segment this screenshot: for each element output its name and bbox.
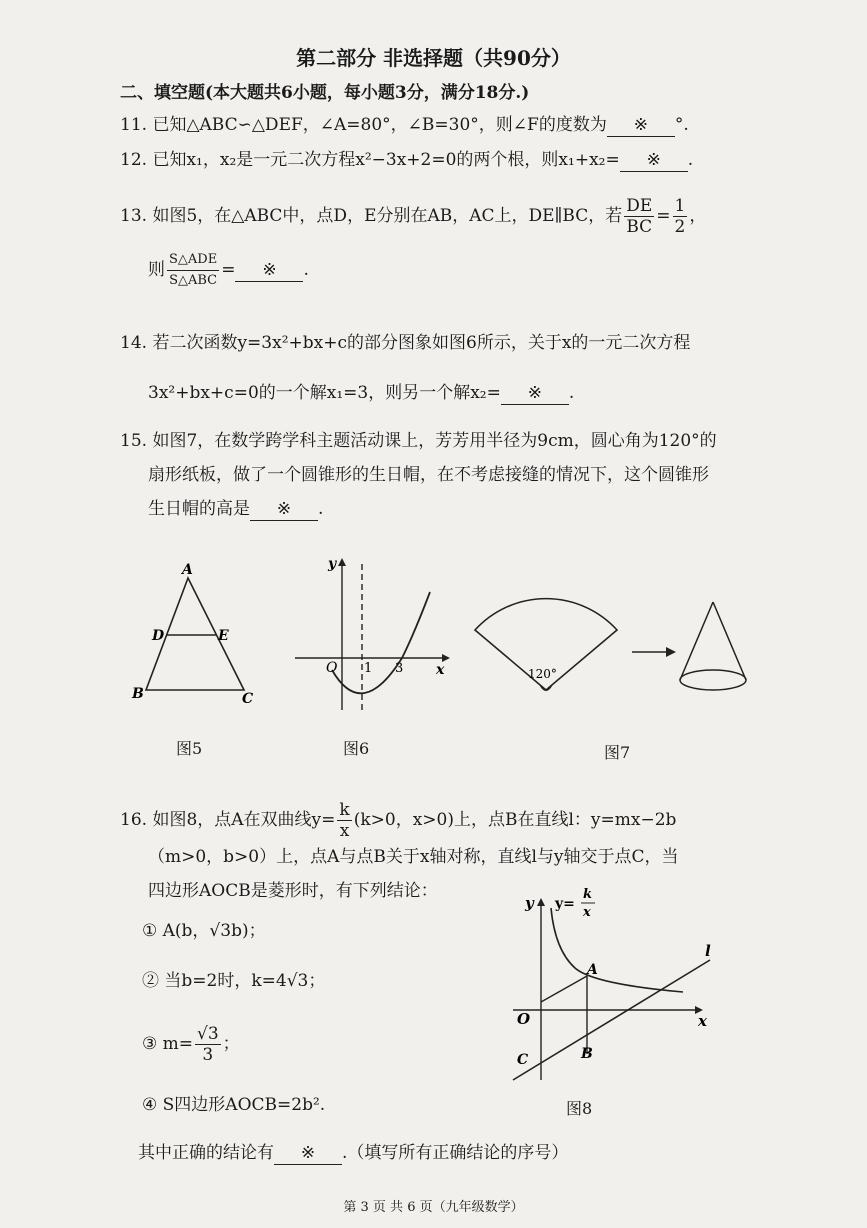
label-origin: O xyxy=(517,1010,531,1028)
answer-blank[interactable]: ※ xyxy=(607,114,675,137)
label-a: A xyxy=(182,562,193,578)
conclusion-2: ② 当b=2时，k=4√3； xyxy=(142,971,326,991)
question-tail: ； xyxy=(222,1034,240,1054)
question-15-line3 xyxy=(148,498,323,521)
label-x: x xyxy=(436,662,445,678)
answer-blank[interactable]: ※ xyxy=(501,382,569,405)
fraction-denominator: 3 xyxy=(202,1045,214,1065)
figure-5-caption: 图5 xyxy=(176,739,203,758)
figure-7-caption: 图7 xyxy=(604,743,631,762)
figure-8-rhombus xyxy=(505,880,730,1090)
question-11 xyxy=(120,114,689,137)
question-tail: . xyxy=(568,383,575,403)
question-number: 15. xyxy=(120,431,148,451)
fraction-numerator: DE xyxy=(626,196,653,216)
page-title: 第二部分 非选择题（共90分） xyxy=(296,46,571,70)
curve-k-label: k xyxy=(583,887,593,902)
question-tail: °. xyxy=(674,115,689,135)
figure-8-caption: 图8 xyxy=(566,1099,593,1118)
y-axis-arrow xyxy=(537,898,545,906)
equals-sign: = xyxy=(656,206,671,226)
question-text: 已知△ABC∽△DEF，∠A=80°，∠B=30°，则∠F的度数为 xyxy=(152,115,607,135)
fraction-denominator: BC xyxy=(626,217,653,237)
figure-7-sector-cone xyxy=(470,580,760,710)
y-axis-arrow xyxy=(338,558,346,566)
label-y: y xyxy=(328,556,337,572)
line-l xyxy=(513,960,710,1080)
question-tail: . xyxy=(687,150,694,170)
question-16 xyxy=(120,800,676,841)
question-tail: ， xyxy=(689,206,707,226)
question-14 xyxy=(120,332,690,354)
question-text: 生日帽的高是 xyxy=(148,499,250,519)
label-c: C xyxy=(242,691,254,707)
label-y: y xyxy=(525,894,534,912)
label-origin: O xyxy=(326,660,338,676)
answer-blank[interactable]: ※ xyxy=(250,498,318,521)
answer-blank[interactable]: ※ xyxy=(620,149,688,172)
page-footer: 第 3 页 共 6 页（九年级数学） xyxy=(343,1200,524,1215)
cone-left-edge xyxy=(680,602,713,680)
hyperbola-curve xyxy=(551,908,683,992)
question-number: 12. xyxy=(120,150,148,170)
question-text: 其中正确的结论有 xyxy=(138,1143,274,1163)
angle-label: 120° xyxy=(528,667,557,681)
curve-label: y= xyxy=(555,896,575,912)
question-text: (k>0，x>0)上，点B在直线l：y=mx−2b xyxy=(353,810,677,830)
label-x: x xyxy=(698,1012,707,1030)
fraction-numerator: 1 xyxy=(674,196,686,216)
question-text: 如图7，在数学跨学科主题活动课上，芳芳用半径为9cm，圆心角为120°的 xyxy=(152,431,717,451)
question-text: 3x²+bx+c=0的一个解x₁=3，则另一个解x₂= xyxy=(148,383,501,403)
conclusion-1: ① A(b，√3b)； xyxy=(142,921,266,941)
fraction-denominator: x xyxy=(339,821,350,841)
x-axis-arrow xyxy=(442,654,450,662)
fraction-numerator: √3 xyxy=(197,1024,219,1044)
figure-6-caption: 图6 xyxy=(343,739,370,758)
question-16-line3: 四边形AOCB是菱形时，有下列结论： xyxy=(148,881,438,901)
label-a: A xyxy=(587,962,598,978)
label-b: B xyxy=(132,686,144,702)
parabola-curve xyxy=(332,592,430,693)
question-number: 14. xyxy=(120,333,148,353)
question-12 xyxy=(120,149,693,172)
question-15 xyxy=(120,430,717,452)
question-text: 如图8，点A在双曲线y= xyxy=(152,810,336,830)
fraction-sqrt3-over-3 xyxy=(195,1024,221,1065)
cone-right-edge xyxy=(713,602,746,680)
equals-sign: = xyxy=(221,260,236,280)
label-c: C xyxy=(517,1052,529,1068)
question-16-final xyxy=(138,1142,568,1165)
question-number: 16. xyxy=(120,810,148,830)
curve-x-label: x xyxy=(583,905,591,920)
fraction-denominator: 2 xyxy=(674,217,686,237)
segment-oa xyxy=(541,976,587,1002)
question-text: 若二次函数y=3x²+bx+c的部分图象如图6所示，关于x的一元二次方程 xyxy=(152,333,691,353)
question-text: 如图5，在△ABC中，点D，E分别在AB，AC上，DE∥BC，若 xyxy=(152,206,623,226)
fraction-numerator: S△ADE xyxy=(167,250,219,271)
question-13-line2 xyxy=(148,250,309,291)
question-number: 11. xyxy=(120,115,148,135)
answer-blank[interactable]: ※ xyxy=(235,259,303,282)
fraction-denominator: S△ABC xyxy=(169,273,218,288)
section-heading: 二、填空题(本大题共6小题，每小题3分，满分18分.) xyxy=(120,83,530,103)
figure-6-parabola xyxy=(290,552,450,717)
tick-label-3: 3 xyxy=(395,661,404,676)
question-tail: . xyxy=(318,499,324,519)
question-13 xyxy=(120,196,706,237)
fraction-k-over-x xyxy=(337,800,351,841)
fraction-de-bc xyxy=(624,196,654,237)
fraction-one-half xyxy=(673,196,688,237)
question-text: 则 xyxy=(148,260,165,280)
label-b: B xyxy=(581,1046,593,1062)
label-l: l xyxy=(705,942,711,960)
label-e: E xyxy=(218,628,229,644)
conclusion-4: ④ S四边形AOCB=2b². xyxy=(142,1095,326,1115)
arrow-icon xyxy=(666,647,676,657)
question-text: ③ m= xyxy=(142,1034,194,1054)
question-number: 13. xyxy=(120,206,148,226)
question-tail: .（填写所有正确结论的序号） xyxy=(342,1143,569,1163)
answer-blank[interactable]: ※ xyxy=(274,1142,342,1165)
tick-label-1: 1 xyxy=(364,661,373,676)
question-14-line2 xyxy=(148,382,574,405)
question-text: 已知x₁，x₂是一元二次方程x²−3x+2=0的两个根，则x₁+x₂= xyxy=(152,150,620,170)
label-d: D xyxy=(152,628,165,644)
area-ratio-fraction xyxy=(167,250,219,291)
conclusion-3 xyxy=(142,1024,240,1065)
figure-5-triangle xyxy=(126,560,266,710)
question-15-line2: 扇形纸板，做了一个圆锥形的生日帽，在不考虑接缝的情况下，这个圆锥形 xyxy=(148,465,709,485)
question-16-line2: （m>0，b>0）上，点A与点B关于x轴对称，直线l与y轴交于点C，当 xyxy=(148,847,679,867)
fraction-numerator: k xyxy=(339,800,350,820)
question-tail: . xyxy=(303,260,309,280)
cone-base xyxy=(680,670,746,690)
